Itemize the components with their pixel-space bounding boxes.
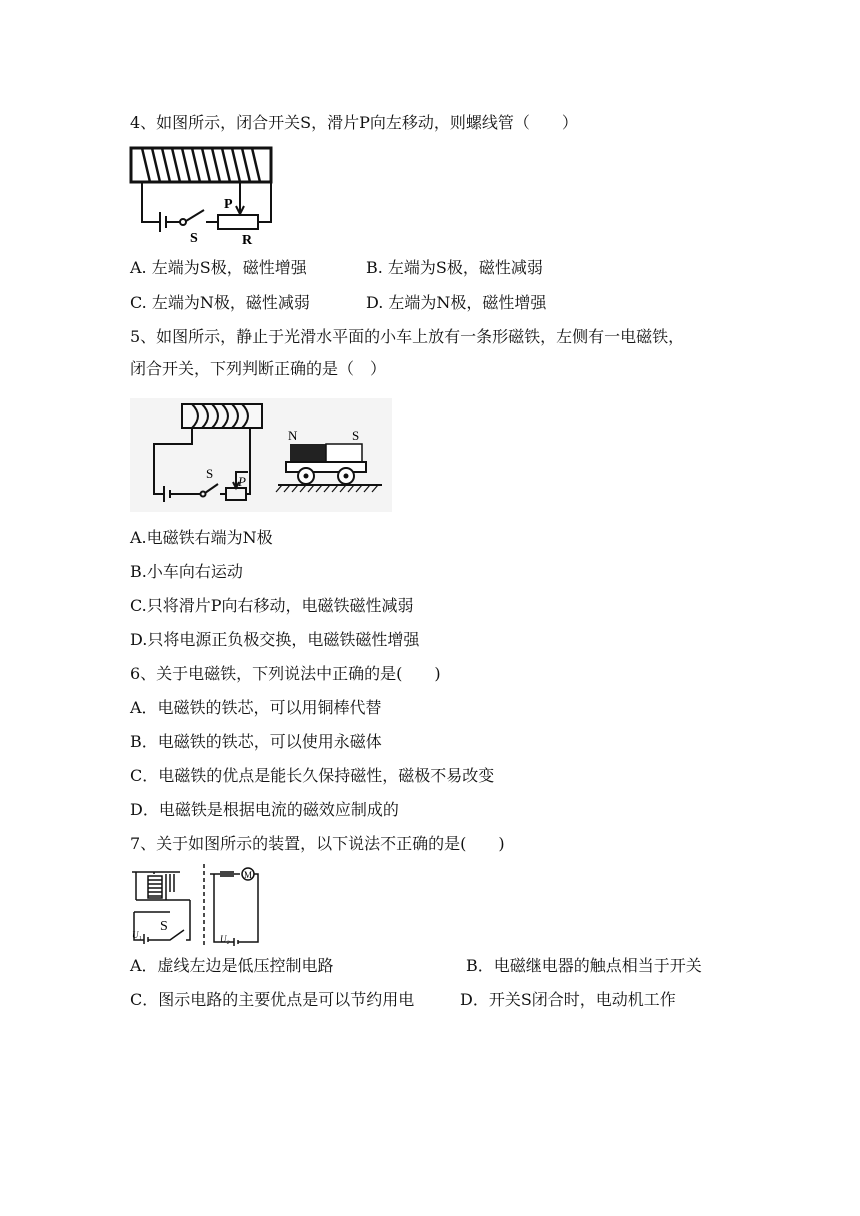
q5-stem-line2: 闭合开关，下列判断正确的是（ ） (130, 359, 387, 378)
q4-option-d: D. 左端为N极，磁性增强 (366, 293, 547, 312)
q5-label-n: N (288, 428, 298, 443)
q4-label-s: S (190, 231, 198, 244)
q5-option-a: A.电磁铁右端为N极 (130, 528, 273, 547)
q5-option-c: C.只将滑片P向右移动，电磁铁磁性减弱 (130, 596, 414, 615)
q7-relay-figure (130, 862, 262, 946)
q5-stem-line1: 5、如图所示，静止于光滑水平面的小车上放有一条形磁铁，左侧有一电磁铁， (130, 327, 685, 346)
q6-option-c: C．电磁铁的优点是能长久保持磁性，磁极不易改变 (130, 766, 495, 785)
q5-option-d: D.只将电源正负极交换，电磁铁磁性增强 (130, 630, 420, 649)
q6-stem: 6、关于电磁铁，下列说法中正确的是( ) (130, 664, 441, 683)
q7-label-m: M (244, 870, 253, 880)
q4-label-r: R (242, 233, 253, 244)
q7-option-d: D．开关S闭合时，电动机工作 (460, 990, 676, 1009)
q4-option-c: C. 左端为N极，磁性减弱 (130, 293, 310, 312)
q6-option-b: B．电磁铁的铁芯，可以使用永磁体 (130, 732, 382, 751)
q5-option-b: B.小车向右运动 (130, 562, 243, 581)
q6-option-a: A．电磁铁的铁芯，可以用铜棒代替 (130, 698, 382, 717)
q4-option-a: A. 左端为S极，磁性增强 (130, 258, 307, 277)
q6-option-d: D．电磁铁是根据电流的磁效应制成的 (130, 800, 399, 819)
q5-label-s-magnet: S (352, 428, 360, 443)
q7-stem: 7、关于如图所示的装置，以下说法不正确的是( ) (130, 834, 505, 853)
q7-option-c: C．图示电路的主要优点是可以节约用电 (130, 990, 415, 1009)
q4-stem: 4、如图所示，闭合开关S，滑片P向左移动，则螺线管（ ） (130, 113, 578, 132)
q5-label-s-switch: S (206, 466, 214, 481)
q4-circuit-figure (128, 144, 278, 244)
q4-option-b: B. 左端为S极，磁性减弱 (366, 258, 543, 277)
q5-label-p: P (238, 474, 246, 489)
q5-figure (130, 398, 392, 512)
q7-label-u1: U₁ (132, 930, 142, 940)
q7-label-s: S (160, 919, 168, 934)
q7-label-u2: U₂ (220, 934, 230, 944)
q7-option-a: A．虚线左边是低压控制电路 (130, 956, 334, 975)
q4-label-p: P (224, 197, 233, 212)
q7-option-b: B．电磁继电器的触点相当于开关 (466, 956, 702, 975)
